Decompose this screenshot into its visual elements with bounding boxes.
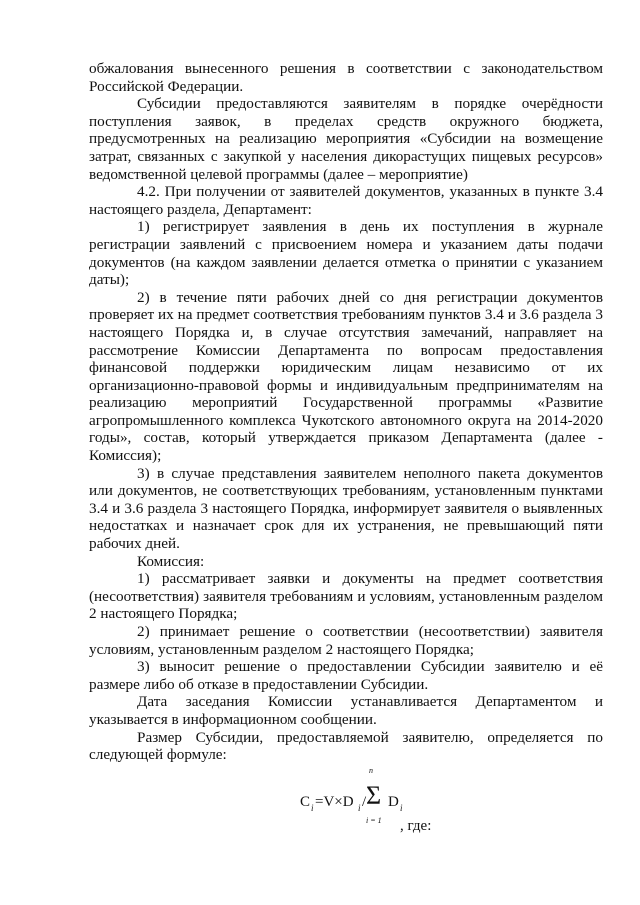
paragraph: Субсидии предоставляются заявителям в порядке очерёдности поступления заявок, в пределах средств окружного бюджета, предусмотренных на реализацию мероприятия «Субсидии на возмещение затрат, связанных с закупкой у населения дикорастущих пищевых ресурсов» ведомственной целевой программы (далее – мероприятие) [89,95,603,183]
formula-sum-lower-limit: i = 1 [366,816,382,825]
formula-rhs-subscript: i [400,803,403,813]
paragraph: 3) в случае представления заявителем неполного пакета документов или документов, не соответствующих требованиям, установленным пунктами 3.4 и 3.6 раздела 3 настоящего Порядка, информирует заявителя о выявленных недостатках и назначает срок для их устранения, не превышающий пяти рабочих дней. [89,464,603,553]
formula-sum-sign: Σ [366,781,382,810]
paragraph: Размер Субсидии, предоставляемой заявителю, определяется по следующей формуле: [89,728,603,764]
paragraph: 1) рассматривает заявки и документы на предмет соответствия (несоответствия) заявителя требованиям и условиям, установленным разделом 2 настоящего Порядка; [89,570,603,623]
formula-lhs: C [300,794,311,810]
formula-suffix: , где: [400,818,432,834]
paragraph: Дата заседания Комиссии устанавливается Департаментом и указывается в информационном сообщении. [89,693,603,728]
paragraph: 1) регистрирует заявления в день их поступления в журнале регистрации заявлений с присвоением номера и указанием даты подачи документов (на каждом заявлении делается отметка о принятии с указанием даты); [89,218,603,289]
formula-middle: =V×D [315,794,354,810]
paragraph: 4.2. При получении от заявителей документов, указанных в пункте 3.4 настоящего раздела, Департамент: [89,183,603,218]
formula-rhs: D [388,794,399,810]
paragraph: Комиссия: [137,552,205,570]
paragraph: 2) принимает решение о соответствии (несоответствии) заявителя условиям, установленным разделом 2 настоящего Порядка; [89,623,603,658]
formula-middle-subscript: i [358,803,361,813]
paragraph: обжалования вынесенного решения в соответствии с законодательством Российской Федерации. [89,60,603,95]
document-body [89,60,603,764]
paragraph: 2) в течение пяти рабочих дней со дня регистрации документов проверяет их на предмет соответствия требованиям пунктов 3.4 и 3.6 раздела 3 настоящего Порядка и, в случае отсутствия замечаний, направляет на рассмотрение Комиссии Департамента по вопросам предоставления финансовой поддержки юридическим лицам независимо от их организационно-правовой формы и индивидуальным предпринимателям на реализацию мероприятий Государственной программы «Развитие агропромышленного комплекса Чукотского автономного округа на 2014-2020 годы», состав, который утверждается приказом Департамента (далее - Комиссия); [89,288,603,465]
formula-sum-upper-limit: n [369,766,373,775]
formula-lhs-subscript: i [311,803,314,813]
paragraph: 3) выносит решение о предоставлении Субсидии заявителю и её размере либо об отказе в предоставлении Субсидии. [89,658,603,693]
formula-slash: / [362,794,367,810]
